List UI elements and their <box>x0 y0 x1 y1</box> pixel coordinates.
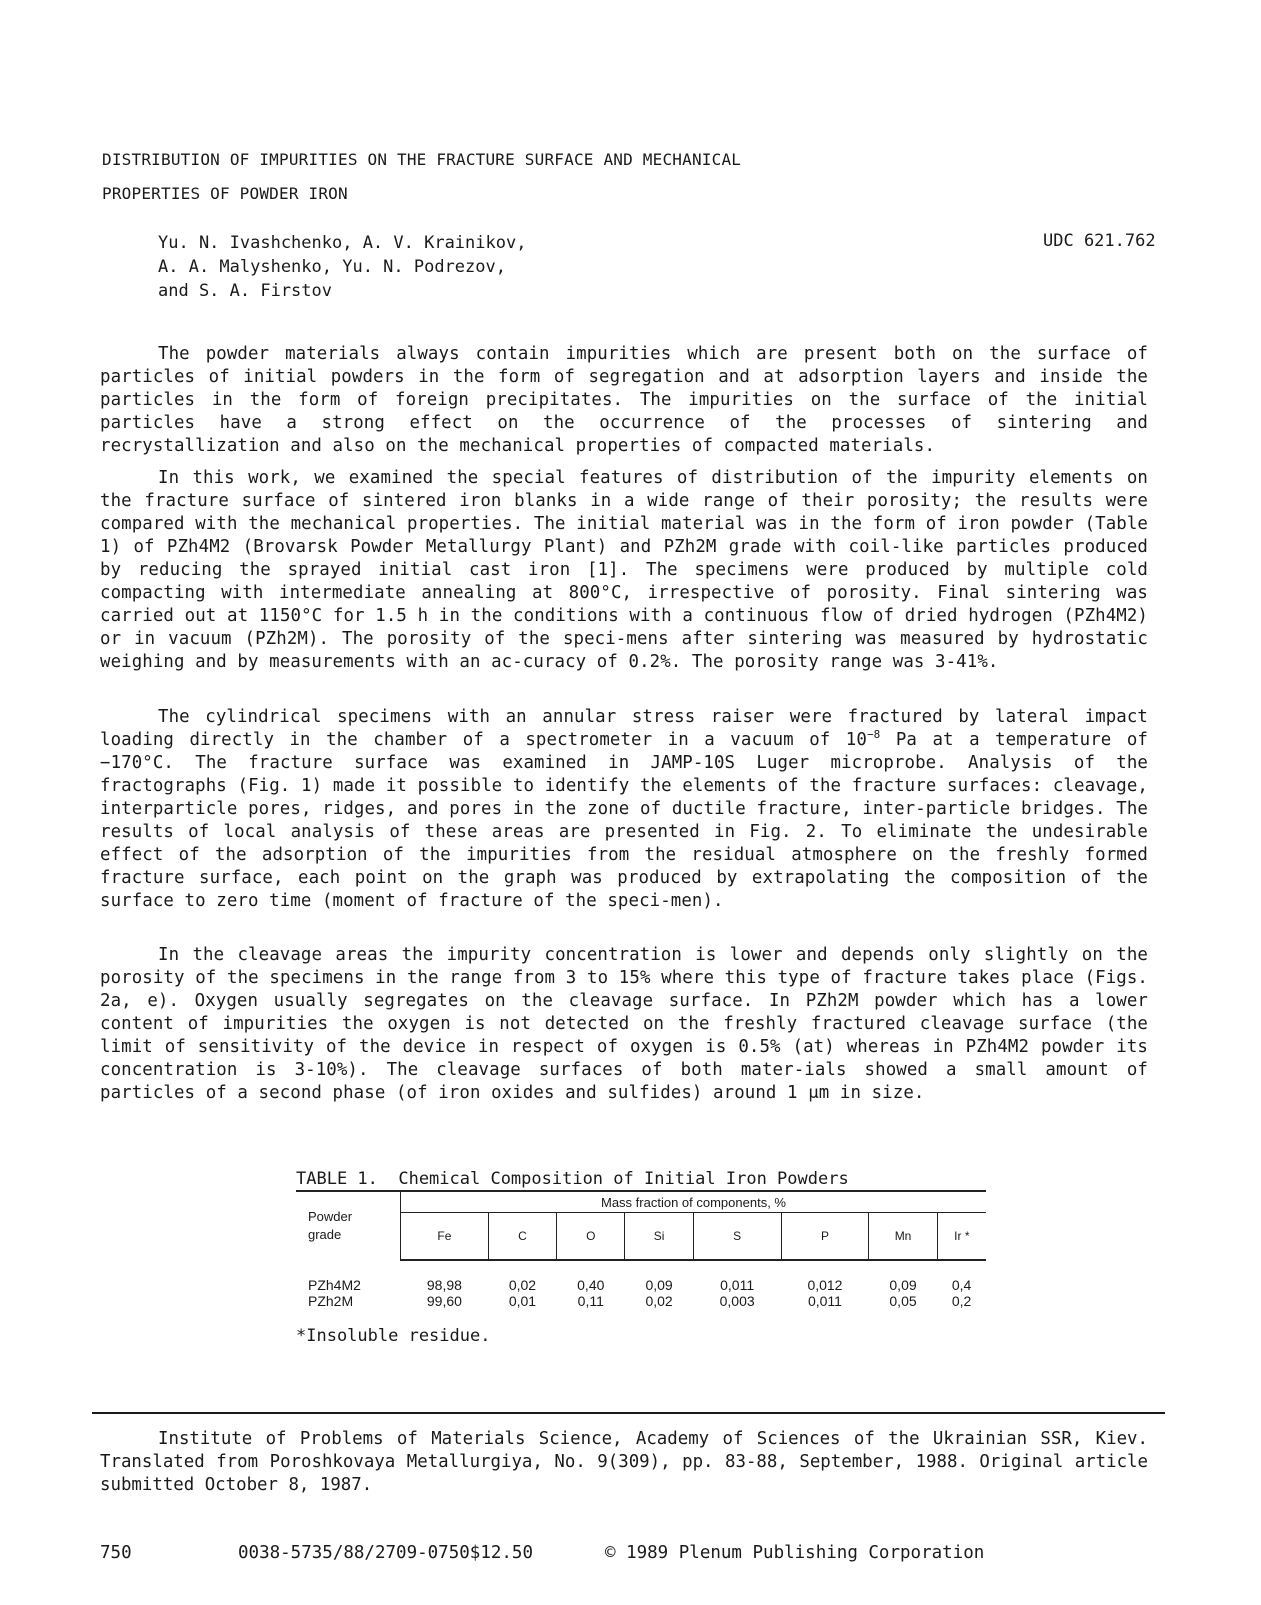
value-cell <box>781 1260 869 1309</box>
author-list <box>158 231 526 303</box>
article-code: 0038-5735/88/2709-0750$12.50 <box>238 1543 534 1563</box>
value: 99,60 <box>426 1293 462 1309</box>
footnote-divider <box>92 1412 1165 1414</box>
affiliation-note <box>100 1428 1148 1497</box>
copyright-notice: © 1989 Plenum Publishing Corporation <box>605 1543 985 1563</box>
value-cell <box>693 1260 781 1309</box>
column-header: Fe <box>401 1213 489 1261</box>
exponent: −8 <box>866 728 881 741</box>
column-header: Ir * <box>937 1213 986 1261</box>
composition-table <box>296 1190 986 1309</box>
column-header: Si <box>625 1213 693 1261</box>
author-line: and S. A. Firstov <box>158 281 332 301</box>
article-title-line-2: PROPERTIES OF POWDER IRON <box>102 184 348 203</box>
column-header: O <box>557 1213 625 1261</box>
table-caption: TABLE 1. Chemical Composition of Initial Iron Powders <box>296 1169 849 1189</box>
grade-label: PZh4M2 <box>308 1276 361 1293</box>
author-line: A. A. Malyshenko, Yu. N. Podrezov, <box>158 257 506 277</box>
author-line: Yu. N. Ivashchenko, A. V. Krainikov, <box>158 233 527 253</box>
column-header: Mn <box>869 1213 937 1261</box>
value: 0,011 <box>720 1277 755 1293</box>
grade-cell <box>296 1260 401 1309</box>
page-number: 750 <box>100 1543 132 1563</box>
value-cell <box>625 1260 693 1309</box>
paragraph-cleavage <box>100 944 1148 1105</box>
row-header <box>296 1191 401 1260</box>
value: 0,012 <box>807 1277 843 1293</box>
column-header: S <box>693 1213 781 1261</box>
affiliation-text: Institute of Problems of Materials Science, Academy of Sciences of the Ukrainian SSR, Kiev. Translated from Poroshkovaya Metallurgiya, No. 9(309), pp. 83-88, September, 1988. Original article submitted October 8, 1987. <box>100 1429 1148 1495</box>
paragraph-text: Pa at a temperature of −170°C. The fracture surface was examined in JAMP-10S Luger microprobe. Analysis of the fractographs (Fig. 1) made it possible to identify the elements of the fracture surfaces: cleavage, interparticle pores, ridges, and pores in the zone of ductile fracture, inter-particle bridges. The results of local analysis of these areas are presented in Fig. 2. To eliminate the undesirable effect of the adsorption of the impurities from the residual atmosphere on the freshly formed fracture surface, each point on the graph was produced by extrapolating the composition of the surface to zero time (moment of fracture of the speci-men). <box>100 730 1148 911</box>
value-cell <box>488 1260 556 1309</box>
value: 0,02 <box>508 1277 537 1293</box>
value-cell <box>869 1260 937 1309</box>
value: 0,01 <box>508 1293 537 1309</box>
value-cell <box>401 1260 489 1309</box>
value: 0,09 <box>645 1277 673 1293</box>
column-header: C <box>488 1213 556 1261</box>
paragraph-text: In the cleavage areas the impurity concentration is lower and depends only slightly on the porosity of the specimens in the range from 3 to 15% where this type of fracture takes place (Figs. 2a, e). Oxygen usually segregates on the cleavage surface. In PZh2M powder which has a lower content of impurities the oxygen is not detected on the freshly fractured cleavage surface (the limit of sensitivity of the device in respect of oxygen is 0.5% (at) whereas in PZh4M2 powder its concentration is 3-10%). The cleavage surfaces of both mater-ials showed a small amount of particles of a second phase (of iron oxides and sulfides) around 1 μm in size. <box>100 945 1148 1103</box>
value: 0,11 <box>577 1293 604 1309</box>
value: 0,2 <box>951 1293 972 1309</box>
paragraph-fracture <box>100 706 1148 913</box>
table-row <box>296 1260 986 1309</box>
grade-label: PZh2M <box>308 1292 354 1309</box>
value: 0,09 <box>889 1277 917 1293</box>
value-cell <box>937 1260 986 1309</box>
paragraph-intro <box>100 343 1148 458</box>
paragraph-text: In this work, we examined the special features of distribution of the impurity elements on the fracture surface of sintered iron blanks in a wide range of their porosity; the results were compared with the mechanical properties. The initial material was in the form of iron powder (Table 1) of PZh4M2 (Brovarsk Powder Metallurgy Plant) and PZh2M grade with coil-like particles produced by reducing the sprayed initial cast iron [1]. The specimens were produced by multiple cold compacting with intermediate annealing at 800°C, irrespective of porosity. Final sintering was carried out at 1150°C for 1.5 h in the conditions with a continuous flow of dried hydrogen (PZh4M2) or in vacuum (PZh2M). The porosity of the speci-mens after sintering was measured by hydrostatic weighing and by measurements with an ac-curacy of 0.2%. The porosity range was 3-41%. <box>100 468 1148 672</box>
value: 0,003 <box>719 1293 755 1309</box>
row-header-line: Powder <box>308 1209 353 1224</box>
article-title-line-1: DISTRIBUTION OF IMPURITIES ON THE FRACTURE SURFACE AND MECHANICAL <box>102 150 742 169</box>
table-footnote: *Insoluble residue. <box>296 1326 491 1346</box>
value: 98,98 <box>426 1277 462 1293</box>
value: 0,4 <box>951 1277 972 1293</box>
paragraph-methods <box>100 467 1148 674</box>
paragraph-text: The powder materials always contain impurities which are present both on the surface of particles of initial powders in the form of segregation and at adsorption layers and inside the particles in the form of foreign precipitates. The impurities on the surface of the initial particles have a strong effect on the occurrence of the processes of sintering and recrystallization and also on the mechanical properties of compacted materials. <box>100 344 1148 456</box>
value: 0,011 <box>807 1293 842 1309</box>
row-header-line: grade <box>308 1227 342 1242</box>
udc-code: UDC 621.762 <box>1043 231 1156 251</box>
value: 0,02 <box>645 1293 673 1309</box>
value: 0,05 <box>889 1293 917 1309</box>
value-cell <box>557 1260 625 1309</box>
column-header: P <box>781 1213 869 1261</box>
paragraph-text: The cylindrical specimens with an annular stress raiser were fractured by lateral impact loading directly in the chamber of a spectrometer in a vacuum of 10 <box>100 707 1148 750</box>
group-header: Mass fraction of components, % <box>401 1191 987 1213</box>
value: 0,40 <box>577 1277 605 1293</box>
